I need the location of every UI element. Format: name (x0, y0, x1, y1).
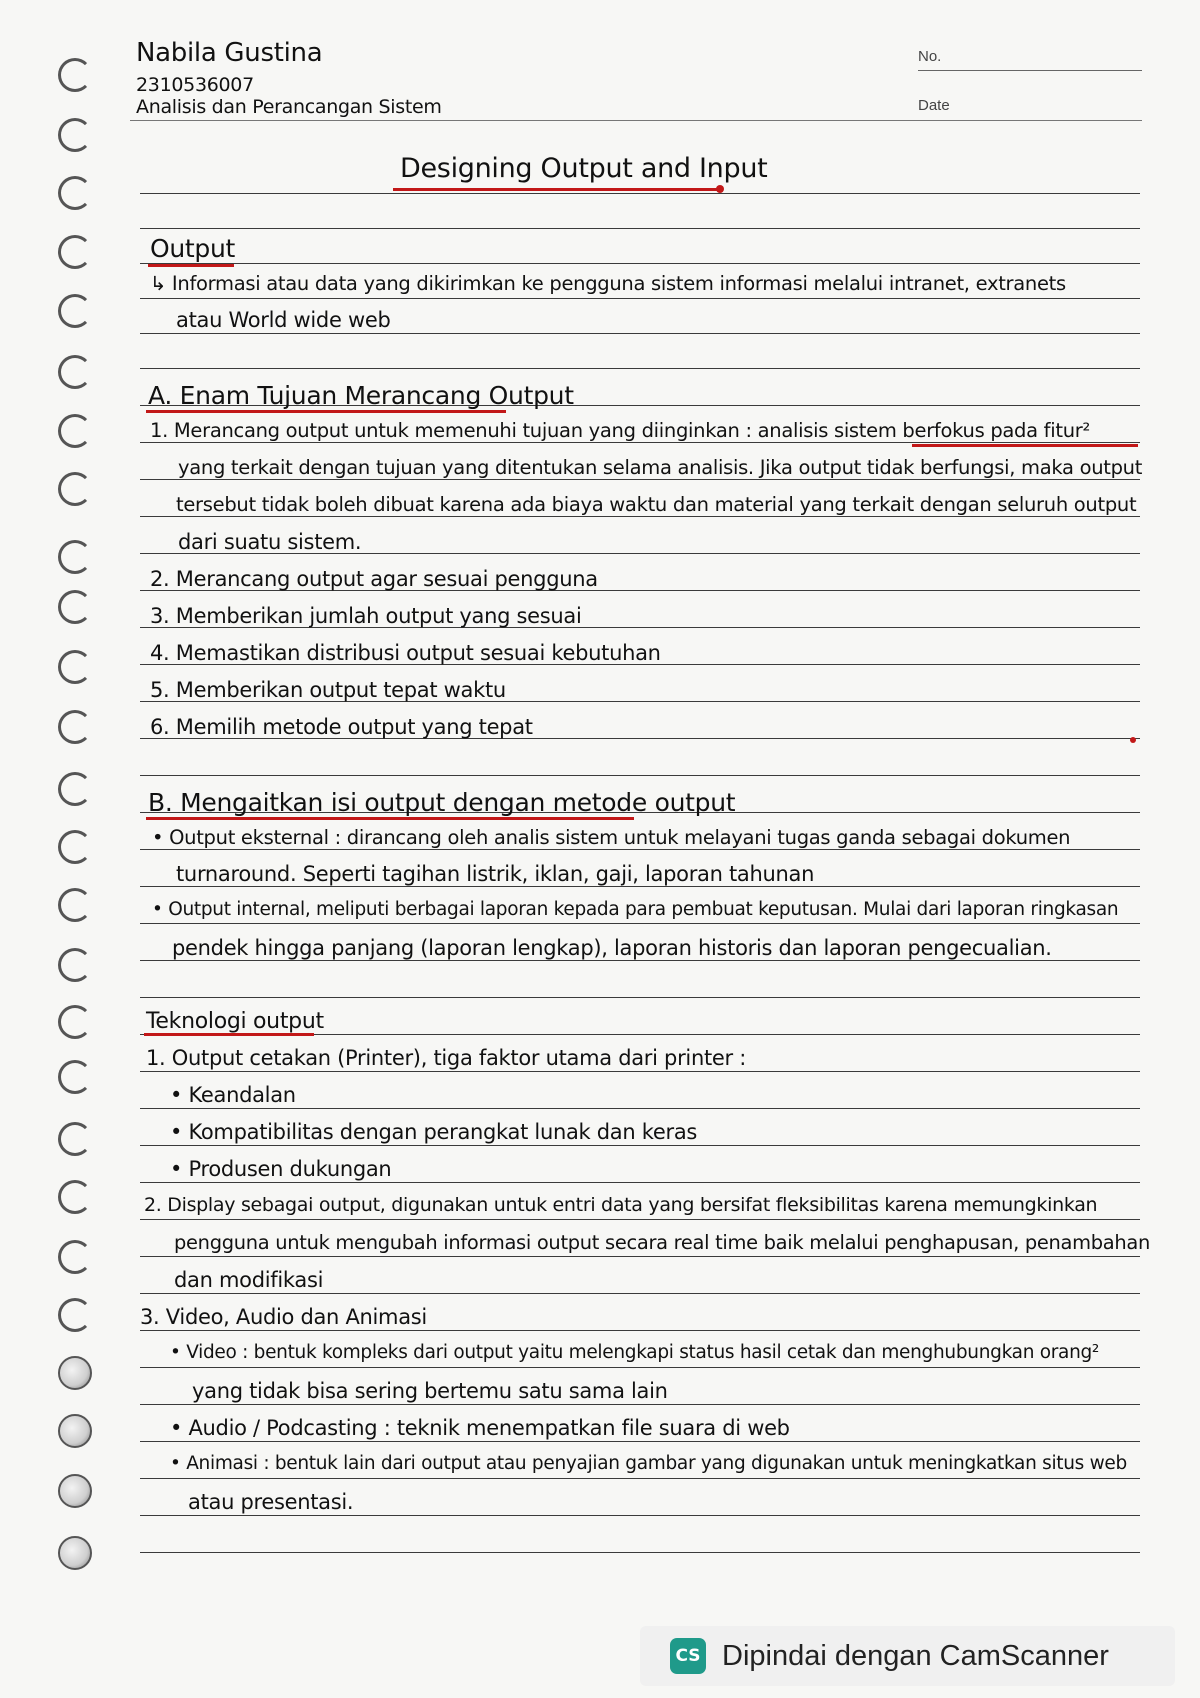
binder-ring-icon (58, 355, 92, 389)
page-title: Designing Output and Input (400, 153, 768, 184)
teknologi-bullet: yang tidak bisa sering bertemu satu sama lain (192, 1379, 668, 1403)
section-b-bullet: pendek hingga panjang (laporan lengkap), laporan historis dan laporan pengecualian. (172, 936, 1052, 960)
teknologi-underline (144, 1033, 314, 1036)
ruled-line (140, 1552, 1140, 1553)
ruled-line (140, 263, 1140, 264)
ruled-line (140, 228, 1140, 229)
fitur-underline (912, 444, 1138, 447)
section-a-item: 1. Merancang output untuk memenuhi tujuan yang diinginkan : analisis sistem berfokus pada fitur² (150, 419, 1091, 442)
teknologi-bullet: • Produsen dukungan (170, 1157, 392, 1181)
ruled-line (140, 193, 1140, 194)
section-a-item: yang terkait dengan tujuan yang ditentukan selama analisis. Jika output tidak berfungsi, maka output (178, 456, 1143, 479)
binder-ring-icon (58, 118, 92, 152)
binder-ring-icon (58, 710, 92, 744)
binder-ring-icon (58, 1536, 92, 1570)
course-name: Analisis dan Perancangan Sistem (136, 96, 442, 118)
ruled-line (140, 298, 1140, 299)
binder-ring-icon (58, 294, 92, 328)
binder-ring-icon (58, 888, 92, 922)
ruled-line (140, 1219, 1140, 1220)
teknologi-item: 1. Output cetakan (Printer), tiga faktor utama dari printer : (146, 1046, 747, 1070)
section-a-item: tersebut tidak boleh dibuat karena ada biaya waktu dan material yang terkait dengan seluruh output (176, 493, 1137, 516)
teknologi-bullet: • Audio / Podcasting : teknik menempatkan file suara di web (170, 1416, 790, 1440)
ruled-line (140, 775, 1140, 776)
ruled-line (140, 1145, 1140, 1146)
binder-ring-icon (58, 1180, 92, 1214)
section-a-item: 5. Memberikan output tepat waktu (150, 678, 506, 702)
ruled-line (140, 1330, 1140, 1331)
section-a-item: 6. Memilih metode output yang tepat (150, 715, 533, 739)
binder-ring-icon (58, 590, 92, 624)
ruled-line (140, 923, 1140, 924)
teknologi-bullet: • Video : bentuk kompleks dari output yaitu melengkapi status hasil cetak dan menghubungkan orang² (170, 1342, 1100, 1363)
binder-ring-icon (58, 1414, 92, 1448)
binder-ring-icon (58, 472, 92, 506)
title-underline-dot (716, 185, 724, 193)
ruled-line (140, 516, 1140, 517)
section-a-end-dot (1130, 737, 1136, 743)
binder-ring-icon (58, 1005, 92, 1039)
ruled-line (140, 1404, 1140, 1405)
output-heading-underline (148, 264, 234, 267)
camscanner-watermark (640, 1626, 1175, 1686)
teknologi-item: dan modifikasi (174, 1268, 324, 1292)
ruled-line (140, 1182, 1140, 1183)
ruled-line (140, 479, 1140, 480)
section-b-heading: B. Mengaitkan isi output dengan metode output (148, 788, 736, 817)
section-a-item: 3. Memberikan jumlah output yang sesuai (150, 604, 582, 628)
binder-ring-icon (58, 650, 92, 684)
ruled-line (140, 1293, 1140, 1294)
binder-ring-icon (58, 235, 92, 269)
no-line (918, 70, 1142, 71)
binder-ring-icon (58, 58, 92, 92)
date-label: Date (918, 97, 950, 114)
ruled-line (140, 1478, 1140, 1479)
student-id: 2310536007 (136, 74, 254, 96)
teknologi-bullet: • Animasi : bentuk lain dari output atau penyajian gambar yang digunakan untuk meningkatkan situs web (170, 1453, 1127, 1474)
section-a-item: dari suatu sistem. (178, 530, 362, 554)
ruled-line (140, 1256, 1140, 1257)
binder-ring-icon (58, 830, 92, 864)
ruled-line (140, 1108, 1140, 1109)
ruled-line (140, 368, 1140, 369)
binder-ring-icon (58, 1474, 92, 1508)
section-a-underline (146, 410, 506, 413)
section-a-heading: A. Enam Tujuan Merancang Output (148, 381, 574, 410)
ruled-line (140, 333, 1140, 334)
teknologi-item: pengguna untuk mengubah informasi output secara real time baik melalui penghapusan, penambahan (174, 1231, 1151, 1254)
binder-ring-icon (58, 1298, 92, 1332)
binder-ring-icon (58, 1060, 92, 1094)
binder-ring-icon (58, 772, 92, 806)
teknologi-bullet: • Keandalan (170, 1083, 296, 1107)
section-b-underline (146, 817, 634, 820)
binder-ring-icon (58, 176, 92, 210)
binder-ring-icon (58, 540, 92, 574)
ruled-line (140, 1071, 1140, 1072)
teknologi-bullet: • Kompatibilitas dengan perangkat lunak dan keras (170, 1120, 698, 1144)
binder-ring-icon (58, 414, 92, 448)
teknologi-heading: Teknologi output (146, 1009, 324, 1034)
output-definition-line: ↳ Informasi atau data yang dikirimkan ke pengguna sistem informasi melalui intranet, extranets (150, 272, 1066, 295)
section-a-item: 4. Memastikan distribusi output sesuai kebutuhan (150, 641, 661, 665)
title-underline (393, 188, 723, 191)
teknologi-item: 2. Display sebagai output, digunakan untuk entri data yang bersifat fleksibilitas karena memungkinkan (144, 1194, 1098, 1216)
teknologi-bullet: atau presentasi. (188, 1490, 354, 1514)
section-b-bullet: turnaround. Seperti tagihan listrik, iklan, gaji, laporan tahunan (176, 862, 815, 886)
ruled-line (140, 886, 1140, 887)
binder-ring-icon (58, 948, 92, 982)
ruled-line (140, 1515, 1140, 1516)
teknologi-item: 3. Video, Audio dan Animasi (140, 1305, 427, 1329)
output-definition-line: atau World wide web (176, 308, 391, 332)
section-b-bullet: • Output internal, meliputi berbagai laporan kepada para pembuat keputusan. Mulai dari laporan ringkasan (152, 899, 1119, 920)
camscanner-text: Dipindai dengan CamScanner (722, 1639, 1109, 1672)
ruled-line (140, 997, 1140, 998)
ruled-line (140, 960, 1140, 961)
binder-ring-icon (58, 1356, 92, 1390)
output-heading: Output (150, 234, 236, 263)
ruled-line (140, 442, 1140, 443)
no-label: No. (918, 48, 942, 65)
ruled-line (140, 1367, 1140, 1368)
camscanner-logo-icon: CS (670, 1638, 706, 1674)
binder-ring-icon (58, 1122, 92, 1156)
ruled-line (140, 849, 1140, 850)
header-line (130, 120, 1142, 121)
binder-ring-icon (58, 1240, 92, 1274)
section-a-item: 2. Merancang output agar sesuai pengguna (150, 567, 598, 591)
student-name: Nabila Gustina (136, 38, 323, 68)
ruled-line (140, 1441, 1140, 1442)
section-b-bullet: • Output eksternal : dirancang oleh analis sistem untuk melayani tugas ganda sebagai dokumen (152, 826, 1071, 849)
